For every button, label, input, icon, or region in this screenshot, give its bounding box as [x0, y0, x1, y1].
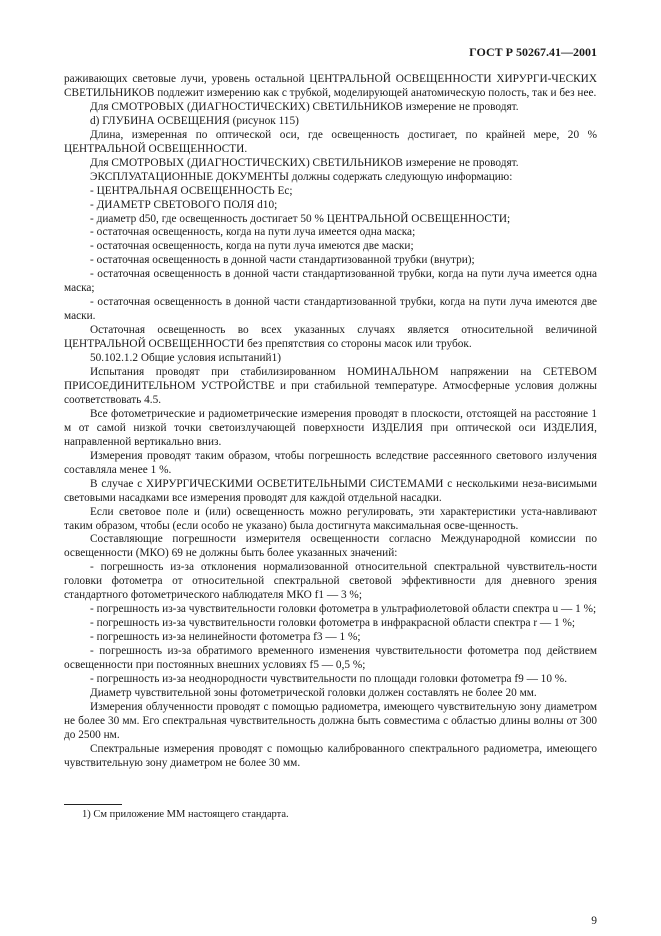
paragraph: - ЦЕНТРАЛЬНАЯ ОСВЕЩЕННОСТЬ Ec;	[90, 184, 293, 197]
paragraph: Для СМОТРОВЫХ (ДИАГНОСТИЧЕСКИХ) СВЕТИЛЬНИКОВ измерение не проводят.	[90, 100, 519, 113]
body-text	[64, 73, 597, 771]
paragraph: Длина, измеренная по оптической оси, где освещенность достигает, по крайней мере, 20 % ЦЕНТРАЛЬНОЙ ОСВЕЩЕННОСТИ.	[64, 128, 597, 155]
paragraph: - погрешность из-за отклонения нормализованной относительной спектральной чувствитель-ности головки фотометра от относительной спектральной световой эффективности для дневного зрения стандартного фотометрического наблюдателя МКО f1 — 3 %;	[64, 561, 597, 602]
paragraph: - погрешность из-за обратимого временного изменения чувствительности фотометра под действием освещенности при постоянных внешних условиях f5 — 0,5 %;	[64, 645, 597, 672]
paragraph: - остаточная освещенность в донной части стандартизованной трубки (внутри);	[90, 254, 475, 267]
paragraph: - погрешность из-за чувствительности головки фотометра в ультрафиолетовой области спектра u — 1 %;	[90, 603, 597, 616]
paragraph: - погрешность из-за неоднородности чувствительности по площади головки фотометра f9 — 10 %.	[90, 672, 568, 685]
paragraph: - ДИАМЕТР СВЕТОВОГО ПОЛЯ d10;	[90, 198, 278, 211]
paragraph: - диаметр d50, где освещенность достигает 50 % ЦЕНТРАЛЬНОЙ ОСВЕЩЕННОСТИ;	[90, 212, 511, 225]
paragraph: 50.102.1.2 Общие условия испытаний1)	[90, 352, 282, 365]
paragraph: Если световое поле и (или) освещенность можно регулировать, эти характеристики уста-навливают таким образом, чтобы (если особо не указано) была достигнута максимальная осве-щенность.	[64, 505, 597, 532]
paragraph: Измерения облученности проводят с помощью радиометра, имеющего чувствительную зону диаметром не более 30 мм. Его спектральная чувствительность должна быть совместима с областью длины волны от 300 до 2500 нм.	[64, 700, 597, 741]
footnote-rule	[64, 804, 122, 805]
paragraph: d) ГЛУБИНА ОСВЕЩЕНИЯ (рисунок 115)	[90, 114, 299, 127]
paragraph: Остаточная освещенность во всех указанных случаях является относительной величиной ЦЕНТРАЛЬНОЙ ОСВЕЩЕННОСТИ без препятствия со стороны масок или трубок.	[64, 324, 597, 351]
paragraph: Диаметр чувствительной зоны фотометрической головки должен составлять не более 20 мм.	[90, 686, 537, 699]
document-header: ГОСТ Р 50267.41—2001	[469, 45, 597, 59]
page-number: 9	[591, 915, 597, 927]
paragraph: - погрешность из-за чувствительности головки фотометра в инфракрасной области спектра r — 1 %;	[90, 617, 576, 630]
paragraph: ЭКСПЛУАТАЦИОННЫЕ ДОКУМЕНТЫ должны содержать следующую информацию:	[90, 170, 513, 183]
paragraph: Все фотометрические и радиометрические измерения проводят в плоскости, отстоящей на расстояние 1 м от самой низкой точки светоизлучающей поверхности ИЗДЕЛИЯ при оптической оси ИЗДЕЛИЯ, направленной вертикально вниз.	[64, 407, 597, 448]
paragraph: - остаточная освещенность в донной части стандартизованной трубки, когда на пути луча имеется одна маска;	[64, 268, 597, 295]
paragraph: В случае с ХИРУРГИЧЕСКИМИ ОСВЕТИТЕЛЬНЫМИ СИСТЕМАМИ с несколькими неза-висимыми световыми насадками все измерения проводят для каждой отдельной насадки.	[64, 477, 597, 504]
paragraph: Измерения проводят таким образом, чтобы погрешность вследствие рассеянного светового излучения составляла менее 1 %.	[64, 449, 597, 476]
paragraph: - остаточная освещенность, когда на пути луча имеются две маски;	[90, 240, 414, 253]
paragraph: Составляющие погрешности измерителя освещенности согласно Международной комиссии по освещенности (МКО) 69 не должны быть более указанных значений:	[64, 533, 597, 560]
paragraph: - погрешность из-за нелинейности фотометра f3 — 1 %;	[90, 631, 361, 644]
paragraph: Для СМОТРОВЫХ (ДИАГНОСТИЧЕСКИХ) СВЕТИЛЬНИКОВ измерение не проводят.	[90, 156, 519, 169]
paragraph: - остаточная освещенность, когда на пути луча имеется одна маска;	[90, 226, 416, 239]
paragraph: Спектральные измерения проводят с помощью калиброванного спектрального радиометра, имеющего чувствительную зону диаметром не более 30 мм.	[64, 742, 597, 769]
footnote: 1) См приложение ММ настоящего стандарта.	[82, 809, 289, 820]
paragraph: раживающих световые лучи, уровень остальной ЦЕНТРАЛЬНОЙ ОСВЕЩЕННОСТИ ХИРУРГИ-ЧЕСКИХ СВЕТИЛЬНИКОВ подлежит измерению как с трубкой, моделирующей анатомическую полость, так и без нее.	[64, 73, 597, 99]
paragraph: - остаточная освещенность в донной части стандартизованной трубки, когда на пути луча имеются две маски.	[64, 296, 597, 323]
paragraph: Испытания проводят при стабилизированном НОМИНАЛЬНОМ напряжении на СЕТЕВОМ ПРИСОЕДИНИТЕЛЬНОМ УСТРОЙСТВЕ и при стабильной температуре. Атмосферные условия должны соответствовать 4.5.	[64, 366, 597, 406]
